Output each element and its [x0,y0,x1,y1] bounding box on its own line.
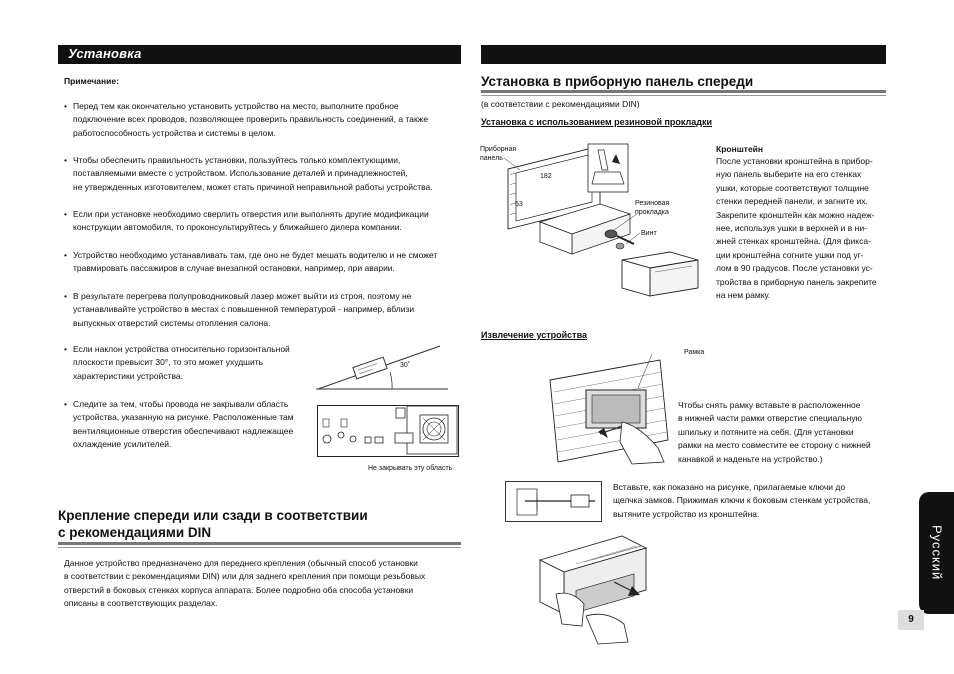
bullet-icon: • [64,101,67,111]
text-line: на нем рамку. [716,290,771,300]
section-header-bar-right [481,45,886,64]
note-line: конструкции автомобиля, то проконсультируйтесь у ближайшего дилера компании. [73,222,402,233]
unit-removal-diagram [536,530,656,650]
note-item [64,290,415,330]
subtitle-rubber-bushing: Установка с использованием резиновой прокладки [481,117,713,127]
text-line: стенки передней панели, и загните их. [716,196,868,207]
frame-label: Рамка [684,349,705,356]
section-title: Установка [68,46,142,61]
text-line: лом в 90 градусов. После установки ус- [716,263,873,274]
page-number: 9 [898,610,924,630]
text-line: Вставьте, как показано на рисунке, прилагаемые ключи до [613,482,846,492]
text-line: ции кронштейна согните ушки под уг- [716,249,864,260]
note-item [64,154,433,194]
subtitle-removal: Извлечение устройства [481,330,587,340]
dimension-53: 53 [515,201,523,208]
note-line: выпускных отверстий системы отопления салона. [73,317,271,328]
text-line: канавкой и наденьте на устройство.) [678,453,823,464]
note-item [64,398,294,452]
bullet-icon: • [64,155,67,165]
note-line: Если при установке необходимо сверлить отверстия или выполнять другие модификации [73,209,429,219]
note-item [64,343,290,383]
divider [58,542,461,545]
note-item [64,100,429,140]
text-line: Чтобы снять рамку вставьте в расположенное [678,400,861,410]
note-line: Перед тем как окончательно установить устройство на место, выполните пробное [73,101,399,111]
text-line: в нижней части рамки отверстие специальную [678,413,862,424]
note-item [64,249,438,276]
dimension-182: 182 [540,173,552,180]
unit-rear-diagram [317,405,459,457]
note-line: характеристики устройства. [73,370,184,381]
bullet-icon: • [64,399,67,409]
bullet-icon: • [64,209,67,219]
text-line: нее, используя ушки в верхней и в ни- [716,223,867,233]
text-line: в соответствии с рекомендациями DIN) или для заднего крепления при помощи резьбовых [64,571,426,582]
keys-diagram [505,481,607,524]
vent-caption: Не закрывать эту область [368,465,453,472]
mount-title-line-1: Крепление спереди или сзади в соответствии [58,508,368,523]
text-line: Закрепите кронштейн как можно надеж- [716,209,875,220]
note-line: Следите за тем, чтобы провода не закрывали область [73,399,289,409]
din-note: (в соответствии с рекомендациями DIN) [481,99,640,109]
rubber-label-1: Резиновая [635,200,670,207]
tilt-angle-diagram [312,342,452,398]
divider [481,90,886,93]
text-line: вытяните устройство из кронштейна. [613,508,760,519]
bracket-title: Кронштейн [716,144,764,154]
note-line: не утвержденных изготовителем, может стать причиной неправильной работы устройства. [73,181,433,192]
frame-removal-diagram [540,352,680,470]
section-header-bar [58,45,461,64]
text-line: щелчка замков. Прижимая ключи к боковым стенкам устройства, [613,495,871,506]
text-line: После установки кронштейна в прибор- [716,156,873,166]
text-line: описаны в соответствующих разделах. [64,598,218,609]
divider [481,95,886,96]
note-line: работоспособность устройства и системы в целом. [73,127,276,138]
note-item [64,208,429,235]
text-line: шпильку и потяните на себя. (Для установки [678,426,854,437]
divider [58,547,461,548]
text-line: жней стенках кронштейна. (Для фикса- [716,236,871,247]
note-line: устанавливайте устройство в местах с повышенной температурой - например, вблизи [73,304,415,315]
note-line: плоскости превысит 30°, то это может ухудшить [73,357,264,368]
dashboard-label-2: панель [480,155,503,162]
note-line: Устройство необходимо устанавливать там, где оно не будет мешать водителю и не сможет [73,250,438,260]
text-line: рамки на место совместите ее сторону с нижней [678,440,871,451]
dashboard-label-1: Приборная [480,146,517,153]
mount-title-line-2: с рекомендациями DIN [58,525,212,540]
angle-label: 30˚ [400,362,411,369]
note-line: охлаждение усилителей. [73,439,172,450]
note-label: Примечание: [64,76,119,86]
language-tab-label: Русский [929,525,945,581]
note-line: вентиляционные отверстия обеспечивают надлежащее [73,425,294,436]
bullet-icon: • [64,344,67,354]
note-line: травмировать пассажиров в случае внезапной остановки, например, при аварии. [73,263,395,274]
rubber-label-2: прокладка [635,209,669,216]
bullet-icon: • [64,250,67,260]
text-line: тройства в приборную панель закрепите [716,276,877,287]
note-line: Чтобы обеспечить правильность установки, пользуйтесь только комплектующими, [73,155,401,165]
note-line: В результате перегрева полупроводниковый лазер может выйти из строя, поэтому не [73,291,412,301]
text-line: ушки, которые соответствуют толщине [716,182,869,193]
note-line: устройства, указанную на рисунке. Расположенные там [73,412,294,423]
text-line: ную панель выберите на его стенках [716,169,862,180]
text-line: Данное устройство предназначено для переднего крепления (обычный способ установки [64,558,418,568]
text-line: отверстий в боковых стенках корпуса аппарата. Более подробно оба способа установки [64,584,414,595]
installation-diagram [480,140,705,300]
note-line: поставляемыми вместе с устройством. Использование деталей и принадлежностей, [73,168,408,179]
note-line: подключение всех проводов, позволяющее проверить правильность соединений, а также [73,114,429,125]
note-line: Если наклон устройства относительно горизонтальной [73,344,290,354]
front-install-title: Установка в приборную панель спереди [481,74,754,89]
screw-label: Винт [641,230,657,237]
bullet-icon: • [64,291,67,301]
